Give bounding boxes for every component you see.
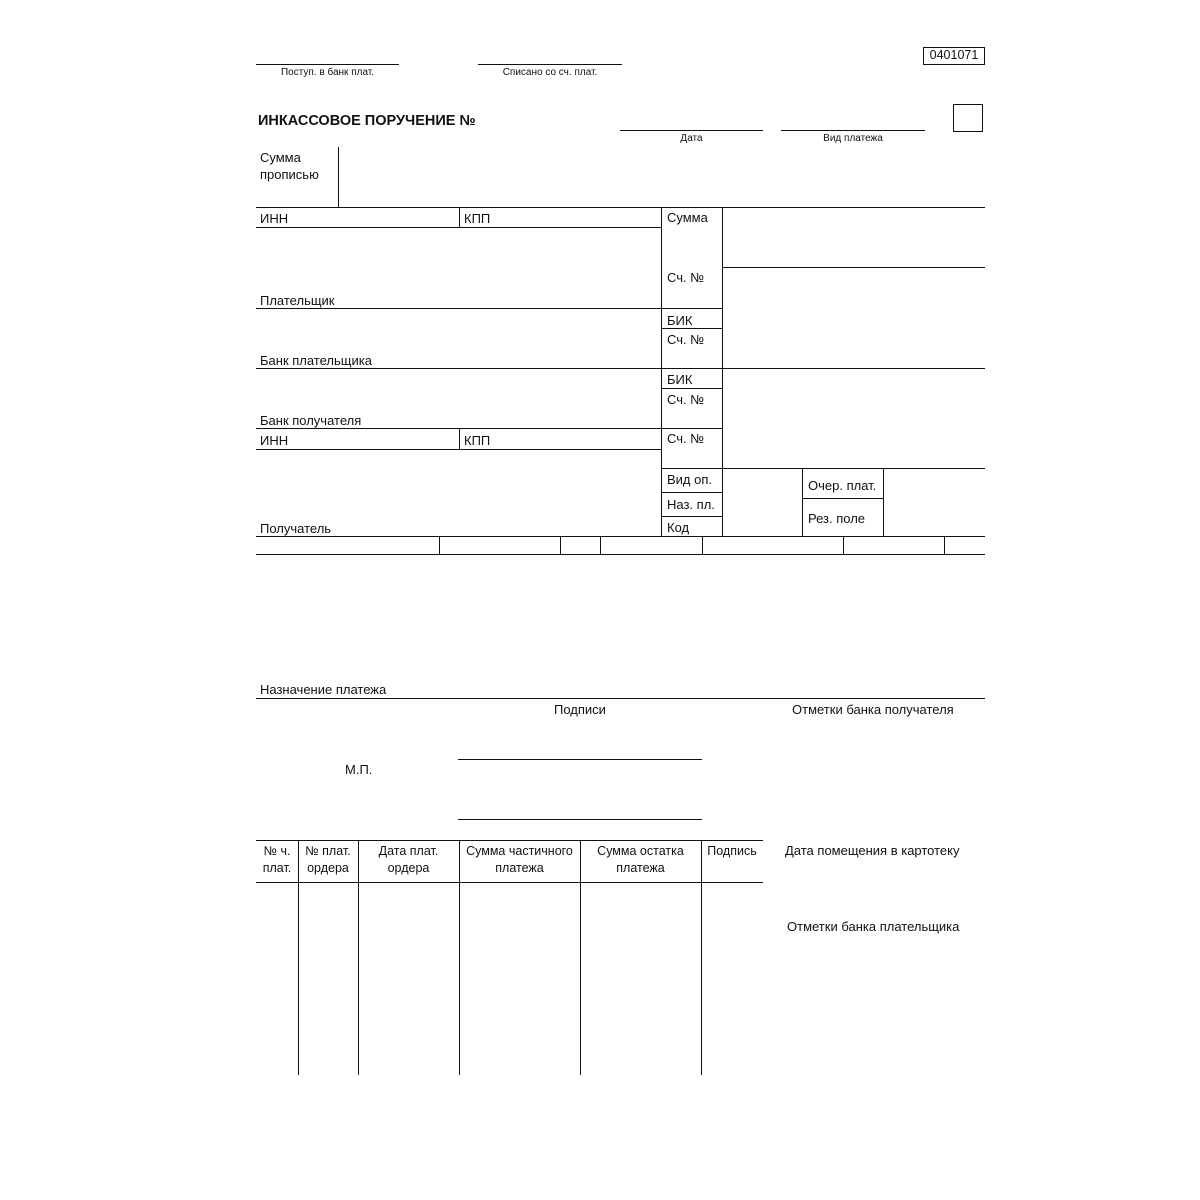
recipient-bank-label: Банк получателя: [260, 413, 362, 428]
priority-label: Очер. плат.: [808, 478, 877, 493]
line-payer-bank-bottom: [256, 368, 985, 369]
line-blocks-bottom: [256, 554, 985, 555]
line-priority: [802, 498, 883, 499]
vline-col-labels-left: [661, 207, 662, 537]
partial-header-remaining-sum: Сумма остатка платежа: [597, 844, 684, 875]
payer-account-label: Сч. №: [667, 270, 705, 285]
partial-header-order-date: Дата плат. ордера: [378, 844, 439, 875]
form-code: 0401071: [929, 48, 979, 62]
payment-type-label: Вид платежа: [823, 133, 883, 144]
payment-type-line: [781, 130, 925, 131]
line-op-type: [661, 492, 722, 493]
vline-priority-right: [883, 468, 884, 537]
stamp-label: М.П.: [345, 762, 373, 777]
line-sum-bottom: [722, 267, 985, 268]
partial-header-partial-sum: Сумма частичного платежа: [466, 844, 573, 875]
recipient-kpp-label: КПП: [464, 433, 491, 448]
vline-block-1: [439, 536, 440, 555]
vline-block-4: [702, 536, 703, 555]
recipient-bank-marks-label: Отметки банка получателя: [792, 702, 954, 717]
debited-line: [478, 64, 622, 65]
payer-bank-label: Банк плательщика: [260, 353, 372, 368]
vline-block-3: [600, 536, 601, 555]
reserve-label: Рез. поле: [808, 511, 866, 526]
line-payer-bottom: [256, 308, 722, 309]
line-bik1: [661, 328, 722, 329]
line-top: [256, 207, 985, 208]
payment-purpose-label: Назначение платежа: [260, 682, 387, 697]
vline-block-2: [560, 536, 561, 555]
partial-table-top: [256, 840, 763, 841]
vline-block-6: [944, 536, 945, 555]
vline-kpp-recipient: [459, 428, 460, 450]
vline-priority-left: [802, 468, 803, 537]
status-box[interactable]: [953, 104, 983, 132]
payer-bik-label: БИК: [667, 313, 693, 328]
recipient-account-label: Сч. №: [667, 431, 705, 446]
sum-in-words-label-1: Сумма: [260, 150, 301, 165]
form-title: ИНКАССОВОЕ ПОРУЧЕНИЕ №: [258, 113, 476, 129]
line-bik2: [661, 388, 722, 389]
debited-label: Списано со сч. плат.: [502, 67, 598, 78]
purpose-code-label: Наз. пл.: [667, 497, 715, 512]
date-line: [620, 130, 763, 131]
partial-header-order-no: № плат. ордера: [305, 844, 351, 875]
vline-kpp-payer: [459, 207, 460, 228]
received-label: Поступ. в банк плат.: [280, 67, 375, 78]
sum-label: Сумма: [667, 210, 708, 225]
recipient-label: Получатель: [260, 521, 332, 536]
sum-in-words-divider: [338, 147, 339, 208]
recipient-bik-label: БИК: [667, 372, 693, 387]
partial-header-part-no: № ч. плат.: [262, 844, 292, 875]
payer-label: Плательщик: [260, 293, 335, 308]
op-type-label: Вид оп.: [667, 472, 713, 487]
received-line: [256, 64, 399, 65]
payer-inn-label: ИНН: [260, 211, 289, 226]
partial-table-header-bottom: [256, 882, 763, 883]
signature-line-2: [458, 819, 702, 820]
signatures-label: Подписи: [554, 702, 606, 717]
code-label: Код: [667, 520, 690, 535]
partial-vline-5: [701, 840, 702, 1075]
card-file-date-label: Дата помещения в картотеку: [785, 843, 960, 858]
signature-line-1: [458, 759, 702, 760]
line-purpose-code: [661, 516, 722, 517]
payer-kpp-label: КПП: [464, 211, 491, 226]
payer-bank-marks-label: Отметки банка плательщика: [787, 919, 960, 934]
payment-purpose-line: [256, 698, 985, 699]
vline-col-labels-right: [722, 207, 723, 537]
line-account-bottom: [661, 468, 985, 469]
recipient-bank-account-label: Сч. №: [667, 392, 705, 407]
vline-block-5: [843, 536, 844, 555]
partial-header-signature: Подпись: [707, 844, 757, 858]
line-recipient-bottom: [256, 536, 985, 537]
sum-in-words-label-2: прописью: [260, 167, 319, 182]
payer-bank-account-label: Сч. №: [667, 332, 705, 347]
recipient-inn-label: ИНН: [260, 433, 289, 448]
line-recipient-bank-bottom: [256, 428, 722, 429]
date-label: Дата: [680, 133, 703, 144]
